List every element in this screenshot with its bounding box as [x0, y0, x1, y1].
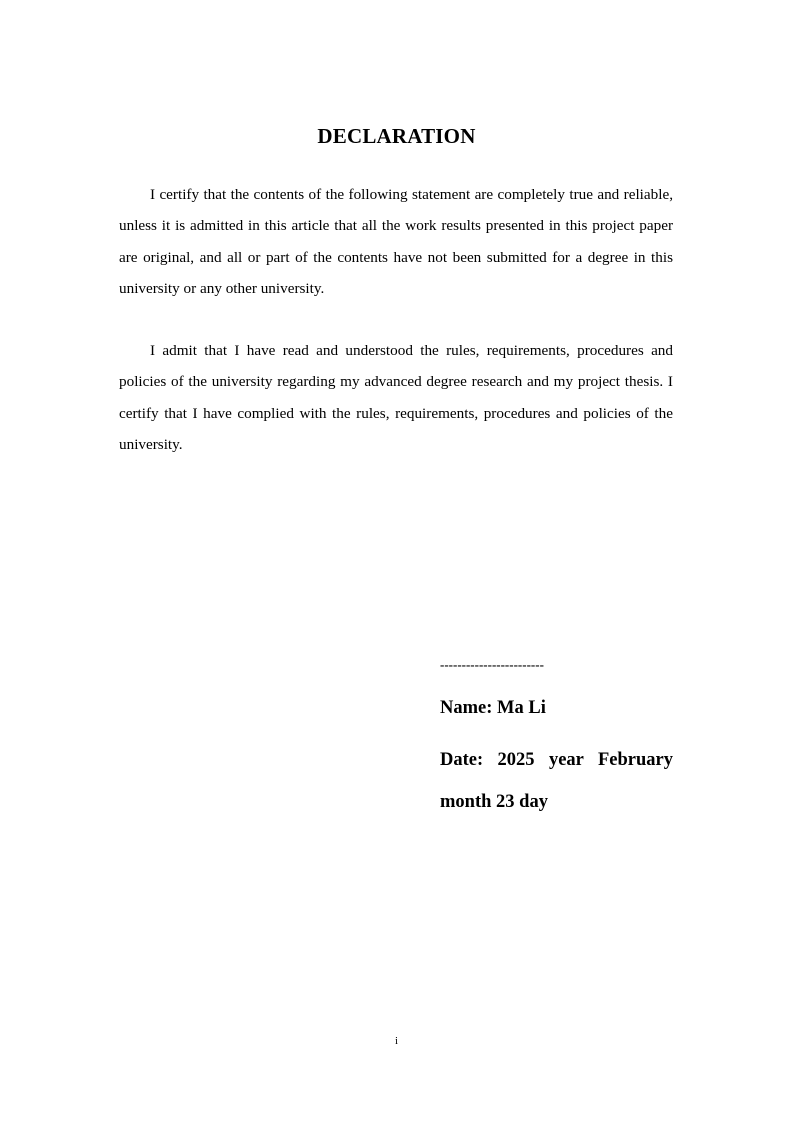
signature-name: Name: Ma Li	[440, 698, 546, 718]
signature-date-line-1: Date: 2025 year February	[440, 750, 673, 770]
page-title: DECLARATION	[317, 124, 476, 148]
signature-date-line-2: month 23 day	[440, 792, 548, 812]
page-number: i	[394, 1035, 399, 1047]
declaration-paragraph-1: I certify that the contents of the following statement are completely true and reliable, unless it is admitted in this article that all the work results presented in this project paper are original, and all or part of the contents have not been submitted for a degree in this university or any other university.	[119, 186, 673, 297]
signature-date	[440, 739, 673, 823]
declaration-paragraph-2: I admit that I have read and understood the rules, requirements, procedures and policies of the university regarding my advanced degree research and my project thesis. I certify that I have complied with the rules, requirements, procedures and policies of the university.	[119, 342, 673, 453]
signature-line: ------------------------	[440, 657, 544, 672]
